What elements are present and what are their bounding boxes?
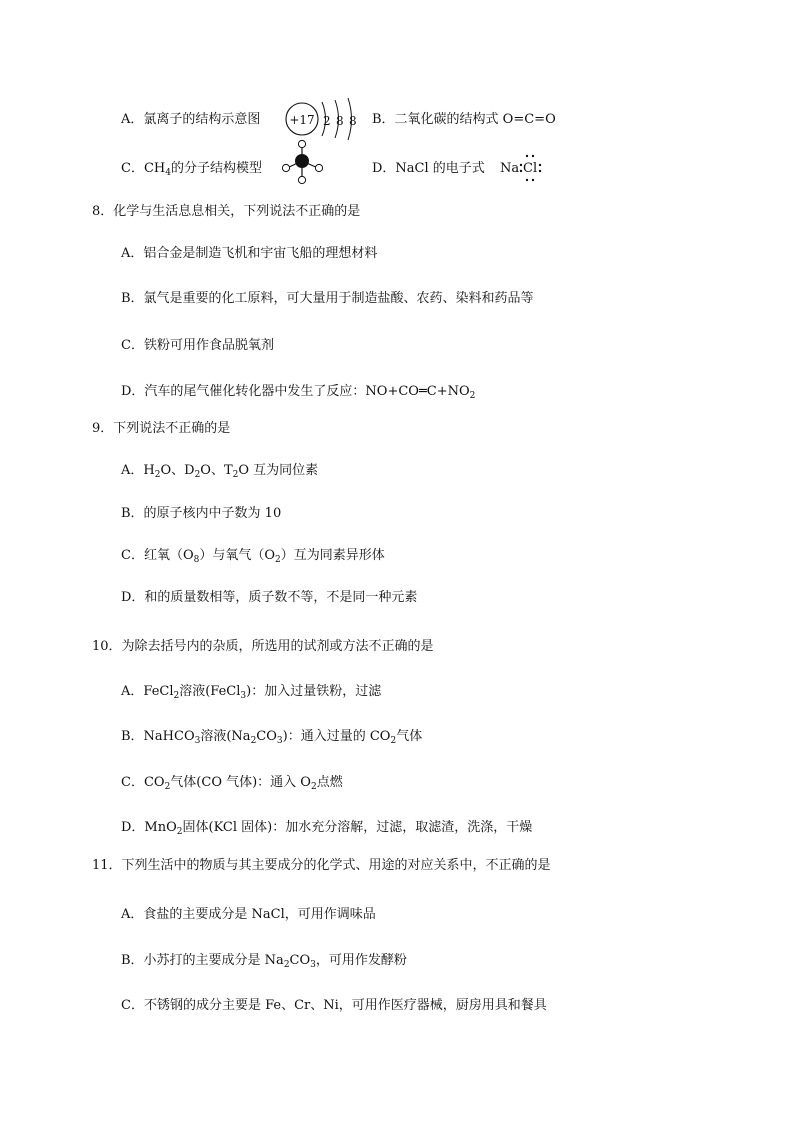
q7-option-b-text: B．二氧化碳的结构式 O=C=O (372, 112, 556, 127)
q7-option-c-suffix: 的分子结构模型 (170, 161, 262, 176)
q10-option-d (121, 819, 532, 837)
q8-option-a: A．铝合金是制造飞机和宇宙飞船的理想材料 (121, 246, 378, 261)
q11-b-s1: 2 (283, 960, 290, 970)
q7-option-a (121, 111, 260, 129)
q10-b-s4: 2 (390, 736, 397, 746)
shell-2-count: 8 (336, 114, 344, 128)
q10-d-p2: 固体(KCl 固体)：加水充分溶解，过滤，取滤渣，洗涤，干燥 (182, 820, 533, 835)
chloride-ion-structure-diagram (282, 96, 362, 142)
q11-stem: 11．下列生活中的物质与其主要成分的化学式、用途的对应关系中，不正确的是 (92, 858, 551, 873)
q10-b-p3: CO (256, 729, 277, 744)
q11-option-a: A．食盐的主要成分是 NaCl，可用作调味品 (121, 907, 376, 922)
q10-a-p2: 溶液(FeCl (179, 684, 241, 699)
q8-stem: 8．化学与生活息息相关，下列说法不正确的是 (92, 204, 361, 219)
q7-option-c-sub: 4 (165, 168, 171, 178)
q10-b-s3: 3 (276, 736, 283, 746)
q9-option-a (121, 462, 318, 480)
shell-3-count: 8 (349, 114, 357, 128)
q7-option-a-text: A．氯离子的结构示意图 (121, 112, 261, 127)
q7-option-d-text: D．NaCl 的电子式 (372, 161, 485, 176)
q9-a-p2: O、D (160, 463, 195, 478)
q11-option-c: C．不锈钢的成分主要是 Fe、Cr、Ni，可用作医疗器械，厨房用具和餐具 (121, 998, 547, 1013)
q9-c-p1: C．红氧（O (121, 548, 194, 563)
q9-a-s3: 2 (232, 470, 239, 480)
q8-option-c: C．铁粉可用作食品脱氧剂 (121, 338, 274, 353)
q10-stem: 10．为除去括号内的杂质，所选用的试剂或方法不正确的是 (92, 639, 434, 654)
q11-b-s2: 3 (310, 960, 316, 970)
q10-c-p3: 点燃 (316, 775, 343, 790)
q9-a-s2: 2 (194, 470, 201, 480)
q9-c-p3: ）互为同素异形体 (280, 548, 385, 563)
q10-d-s1: 2 (176, 827, 183, 837)
q11-b-p3: ，可用作发酵粉 (315, 953, 407, 968)
q9-a-p3: O、T (200, 463, 233, 478)
chloride-nucleus-label: +17 (289, 113, 315, 127)
q10-option-a (121, 683, 381, 701)
q8-option-d (121, 383, 475, 401)
q10-c-s2: 2 (310, 782, 317, 792)
q11-b-p1: B．小苏打的主要成分是 Na (121, 953, 284, 968)
q8-option-d-sub: 2 (469, 391, 476, 401)
q9-c-s1: 8 (193, 555, 200, 565)
q10-c-p2: 气体(CO 气体)：通入 O (170, 775, 311, 790)
q10-a-s1: 2 (173, 691, 180, 701)
q10-b-p5: 气体 (396, 729, 423, 744)
q9-stem: 9．下列说法不正确的是 (92, 421, 231, 436)
q11-option-b (121, 952, 407, 970)
q9-a-p1: A．H (121, 463, 155, 478)
q10-c-p1: C．CO (121, 775, 165, 790)
q7-option-d (372, 160, 485, 178)
q10-b-p1: B．NaHCO (121, 729, 195, 744)
q10-a-p1: A．FeCl (121, 684, 174, 699)
q10-option-b (121, 728, 422, 746)
shell-1-count: 2 (323, 114, 331, 128)
q9-option-d: D．和的质量数相等，质子数不等，不是同一种元素 (121, 590, 418, 605)
q10-d-p1: D．MnO (121, 820, 177, 835)
q10-a-p3: )：加入过量铁粉，过滤 (246, 684, 382, 699)
q9-option-c (121, 547, 385, 565)
q7-option-b (372, 111, 556, 129)
q9-c-p2: ）与氧气（O (199, 548, 276, 563)
q10-b-s1: 3 (194, 736, 201, 746)
q8-option-d-text: D．汽车的尾气催化转化器中发生了反应：NO+CO═C+NO (121, 384, 470, 399)
q10-b-p2: 溶液(Na (200, 729, 251, 744)
methane-ball-and-stick-model (280, 138, 326, 186)
q9-option-b: B．的原子核内中子数为 10 (121, 506, 282, 521)
q9-a-s1: 2 (154, 470, 161, 480)
q10-c-s1: 2 (164, 782, 171, 792)
q10-option-c (121, 774, 343, 792)
q11-b-p2: CO (289, 953, 311, 968)
q10-b-p4: )：通入过量的 CO (282, 729, 391, 744)
q9-c-s2: 2 (275, 555, 281, 565)
q7-option-c (121, 160, 262, 178)
q10-b-s2: 2 (250, 736, 257, 746)
q9-a-p4: O 互为同位素 (238, 463, 319, 478)
nacl-cl-symbol: Cl (523, 161, 538, 176)
q8-option-b: B．氯气是重要的化工原料，可大量用于制造盐酸、农药、染料和药品等 (121, 291, 534, 306)
chloride-electron-dots (516, 152, 546, 184)
q7-option-c-prefix: C．CH (121, 161, 166, 176)
q10-a-s2: 3 (240, 691, 247, 701)
nacl-na-symbol: Na (500, 161, 520, 176)
